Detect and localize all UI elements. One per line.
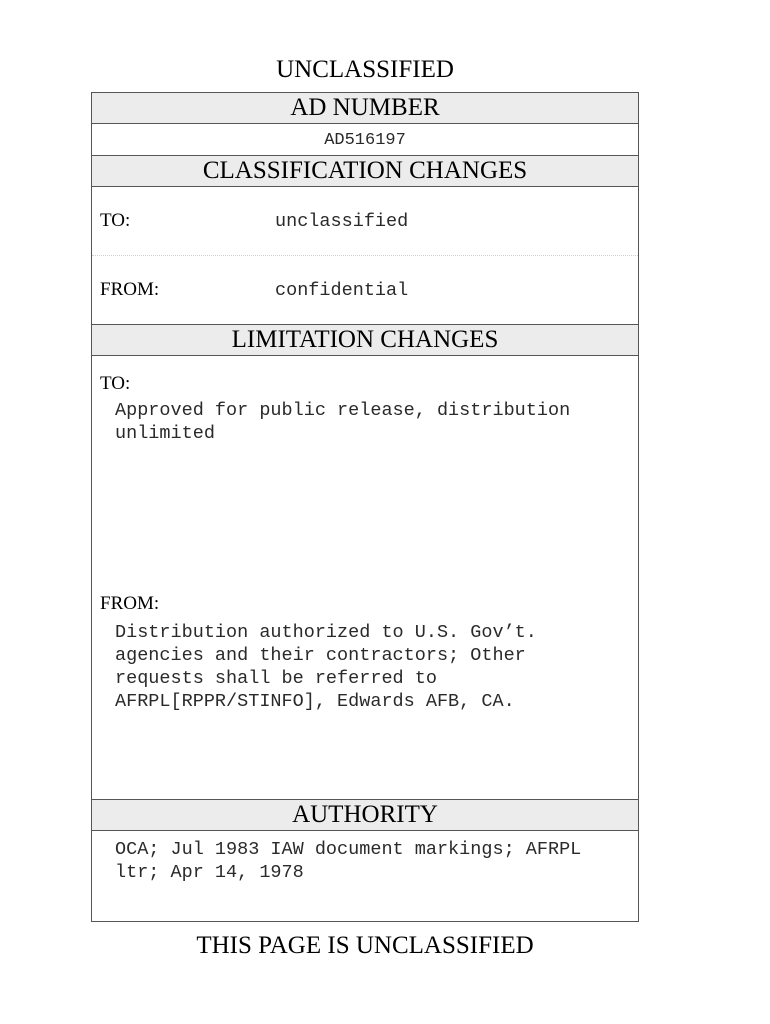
classification-banner-bottom: THIS PAGE IS UNCLASSIFIED: [196, 932, 534, 959]
classification-to-label: TO:: [100, 210, 131, 231]
ad-number-form: [91, 92, 639, 922]
limitation-from-value: Distribution authorized to U.S. Gov’t. agencies and their contractors; Other requests shall be referred to AFRPL[RPPR/STINFO], Edwards AFB, CA.: [115, 622, 537, 712]
classification-changes-header: CLASSIFICATION CHANGES: [92, 155, 638, 187]
ad-number-header: AD NUMBER: [92, 93, 638, 124]
limitation-changes-header: LIMITATION CHANGES: [92, 324, 638, 356]
authority-header: AUTHORITY: [92, 799, 638, 831]
classification-banner-top: UNCLASSIFIED: [276, 56, 454, 83]
limitation-to-value: Approved for public release, distribution unlimited: [115, 400, 571, 444]
classification-from-value: confidential: [275, 280, 409, 301]
classification-to-value: unclassified: [275, 211, 409, 232]
limitation-to-label: TO:: [100, 373, 131, 394]
ad-number-value: AD516197: [324, 131, 406, 150]
limitation-from-label: FROM:: [100, 593, 160, 614]
classification-row-divider: [92, 255, 638, 256]
classification-from-label: FROM:: [100, 279, 160, 300]
authority-value: OCA; Jul 1983 IAW document markings; AFRPL ltr; Apr 14, 1978: [115, 839, 582, 883]
